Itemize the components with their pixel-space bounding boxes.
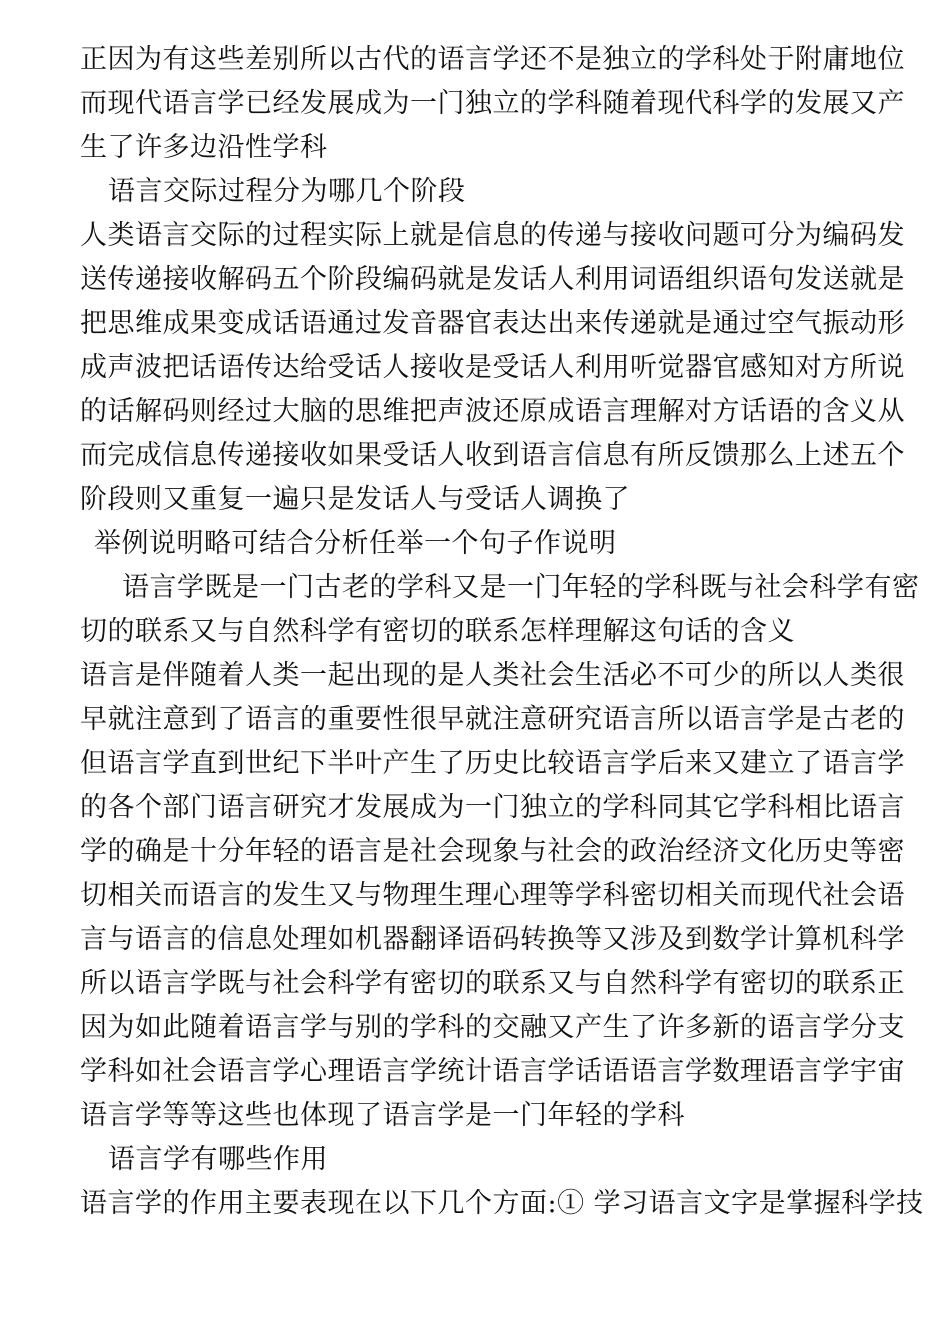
text-line: 所以语言学既与社会科学有密切的联系又与自然科学有密切的联系正 — [80, 968, 905, 999]
text-line: 生了许多边沿性学科 — [80, 132, 328, 163]
text-line: 的话解码则经过大脑的思维把声波还原成语言理解对方话语的含义从 — [80, 396, 905, 427]
text-line: 而现代语言学已经发展成为一门独立的学科随着现代科学的发展又产 — [80, 88, 905, 119]
text-line: 切的联系又与自然科学有密切的联系怎样理解这句话的含义 — [80, 616, 795, 647]
text-line: 人类语言交际的过程实际上就是信息的传递与接收问题可分为编码发 — [80, 220, 905, 251]
document-body — [80, 38, 924, 1226]
text-line: 的各个部门语言研究才发展成为一门独立的学科同其它学科相比语言 — [80, 792, 905, 823]
text-line: 语言是伴随着人类一起出现的是人类社会生活必不可少的所以人类很 — [80, 660, 905, 691]
text-line: 言与语言的信息处理如机器翻译语码转换等又涉及到数学计算机科学 — [80, 924, 905, 955]
text-line: 学的确是十分年轻的语言是社会现象与社会的政治经济文化历史等密 — [80, 836, 905, 867]
question-heading: 语言交际过程分为哪几个阶段 — [108, 176, 466, 207]
text-line: 把思维成果变成话语通过发音器官表达出来传递就是通过空气振动形 — [80, 308, 905, 339]
text-line: 成声波把话语传达给受话人接收是受话人利用听觉器官感知对方所说 — [80, 352, 905, 383]
text-line: 语言学等等这些也体现了语言学是一门年轻的学科 — [80, 1100, 685, 1131]
question-heading: 语言学既是一门古老的学科又是一门年轻的学科既与社会科学有密 — [122, 572, 920, 603]
text-line: 学科如社会语言学心理语言学统计语言学话语语言学数理语言学宇宙 — [80, 1056, 905, 1087]
question-heading: 举例说明略可结合分析任举一个句子作说明 — [94, 528, 617, 559]
text-line: 而完成信息传递接收如果受话人收到语言信息有所反馈那么上述五个 — [80, 440, 905, 471]
text-line: 阶段则又重复一遍只是发话人与受话人调换了 — [80, 484, 630, 515]
text-line: 早就注意到了语言的重要性很早就注意研究语言所以语言学是古老的 — [80, 704, 905, 735]
text-line: 因为如此随着语言学与别的学科的交融又产生了许多新的语言学分支 — [80, 1012, 905, 1043]
question-heading: 语言学有哪些作用 — [108, 1144, 328, 1175]
text-line: 但语言学直到世纪下半叶产生了历史比较语言学后来又建立了语言学 — [80, 748, 905, 779]
text-line: 切相关而语言的发生又与物理生理心理等学科密切相关而现代社会语 — [80, 880, 905, 911]
text-line: 正因为有这些差别所以古代的语言学还不是独立的学科处于附庸地位 — [80, 44, 905, 75]
text-line: 送传递接收解码五个阶段编码就是发话人利用词语组织语句发送就是 — [80, 264, 905, 295]
text-line: 语言学的作用主要表现在以下几个方面:① 学习语言文字是掌握科学技 — [80, 1188, 924, 1219]
